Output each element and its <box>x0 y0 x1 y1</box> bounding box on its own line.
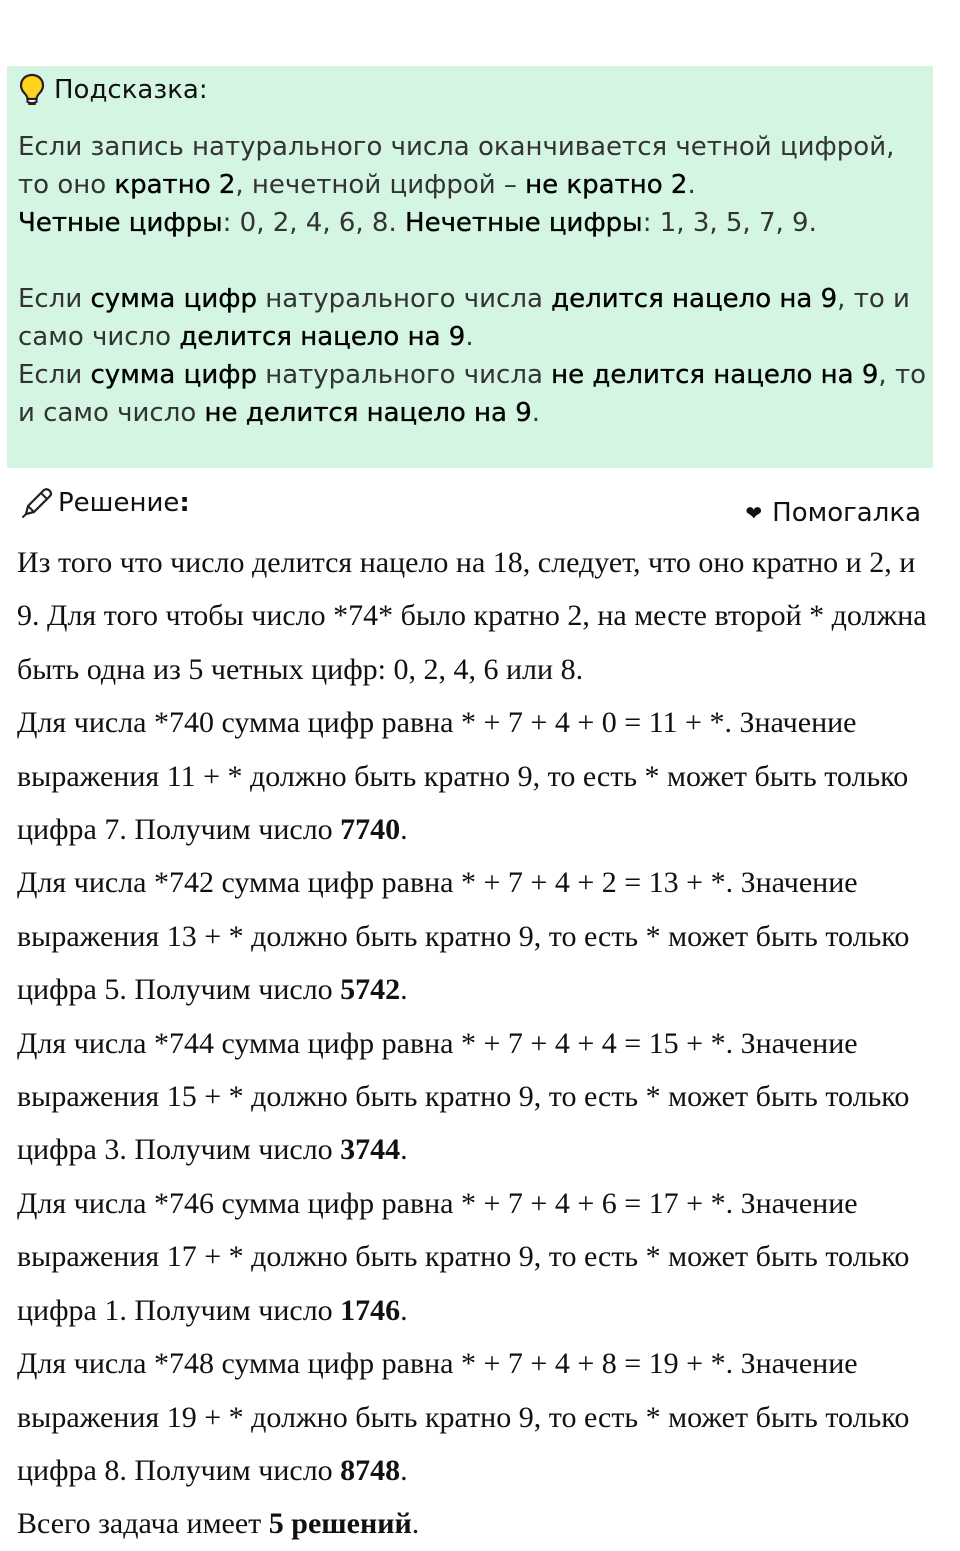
final-text: Всего задача имеет <box>17 1507 269 1541</box>
hint-bold: Нечетные цифры <box>405 208 643 238</box>
hint-body <box>18 128 926 432</box>
hint-rule-nine <box>18 280 926 356</box>
hint-text: : 1, 3, 5, 7, 9. <box>642 208 817 238</box>
hint-text: . <box>465 322 474 352</box>
hint-bold: не делится нацело на 9 <box>204 398 532 428</box>
solution-case <box>17 1017 937 1177</box>
hint-text: , нечетной цифрой – <box>235 170 526 200</box>
solution-header <box>20 486 190 520</box>
final-end: . <box>411 1507 420 1541</box>
brand-name: Помогалка <box>772 498 921 528</box>
spacer <box>18 242 926 280</box>
lightbulb-icon <box>18 73 46 107</box>
case-text: Для числа *742 сумма цифр равна * + 7 + 4 + 2 = 13 + *. Значение выражения 13 + * должно быть кратно 9, то есть * может быть только цифра 5. Получим число <box>17 866 910 1007</box>
hint-bold: кратно 2 <box>114 170 236 200</box>
hint-bold: сумма цифр <box>90 284 257 314</box>
heart-icon: ❤ <box>745 501 763 525</box>
hint-bold: Четные цифры <box>18 208 223 238</box>
case-text: Для числа *746 сумма цифр равна * + 7 + 4 + 6 = 17 + *. Значение выражения 17 + * должно быть кратно 9, то есть * может быть только цифра 1. Получим число <box>17 1186 910 1327</box>
hint-bold: сумма цифр <box>90 360 257 390</box>
solution-final <box>17 1497 937 1550</box>
final-answer: 5 решений <box>268 1507 412 1541</box>
hint-bold: делится нацело на 9 <box>551 284 838 314</box>
hint-bold: делится нацело на 9 <box>179 322 466 352</box>
hint-bold: не делится нацело на 9 <box>551 360 879 390</box>
hint-title: Подсказка: <box>54 75 208 105</box>
hint-text: . <box>531 398 541 428</box>
case-text: Для числа *740 сумма цифр равна * + 7 + 4 + 0 = 11 + *. Значение выражения 11 + * должно быть кратно 9, то есть * может быть только цифра 7. Получим число <box>17 706 909 847</box>
pencil-icon <box>20 486 58 520</box>
hint-digits <box>18 204 926 242</box>
solution-case <box>17 1337 937 1497</box>
hint-rule-not-nine <box>18 356 926 432</box>
hint-text: натурального числа <box>256 284 552 314</box>
case-answer: 1746 <box>340 1293 401 1327</box>
brand-link[interactable] <box>745 498 921 528</box>
hint-header <box>18 74 208 106</box>
case-text: Для числа *748 сумма цифр равна * + 7 + 4 + 8 = 19 + *. Значение выражения 19 + * должно быть кратно 9, то есть * может быть только цифра 8. Получим число <box>17 1347 910 1487</box>
case-answer: 8748 <box>340 1453 401 1487</box>
case-end: . <box>400 1453 408 1487</box>
case-end: . <box>400 1293 408 1327</box>
hint-text: . <box>687 170 696 200</box>
solution-intro: Из того что число делится нацело на 18, следует, что оно кратно и 2, и 9. Для того чтобы число *74* было кратно 2, на месте второй * должна быть одна из 5 четных цифр: 0, 2, 4, 6 или 8. <box>17 546 927 686</box>
case-answer: 3744 <box>340 1133 401 1167</box>
case-end: . <box>400 1133 408 1167</box>
hint-bold: не кратно 2 <box>525 170 688 200</box>
hint-rule-even <box>18 128 926 204</box>
hint-text: Если <box>18 284 91 314</box>
case-text: Для числа *744 сумма цифр равна * + 7 + 4 + 4 = 15 + *. Значение выражения 15 + * должно быть кратно 9, то есть * может быть только цифра 3. Получим число <box>17 1026 910 1167</box>
case-answer: 7740 <box>340 813 401 847</box>
case-end: . <box>400 973 408 1007</box>
solution-body <box>17 536 937 1551</box>
hint-text: , то и само число <box>18 360 927 428</box>
case-end: . <box>400 813 408 847</box>
hint-text: , то и само число <box>18 284 910 352</box>
solution-case <box>17 856 937 1016</box>
solution-colon: : <box>179 488 190 518</box>
case-answer: 5742 <box>340 973 401 1007</box>
solution-case <box>17 1177 937 1337</box>
hint-text: Если <box>18 360 91 390</box>
solution-case <box>17 696 937 856</box>
hint-text: натурального числа <box>256 360 552 390</box>
hint-text: : 0, 2, 4, 6, 8. <box>222 208 406 238</box>
hint-text: Если запись натурального числа оканчивается четной цифрой, то оно <box>18 132 895 200</box>
solution-title: Решение <box>58 488 180 518</box>
